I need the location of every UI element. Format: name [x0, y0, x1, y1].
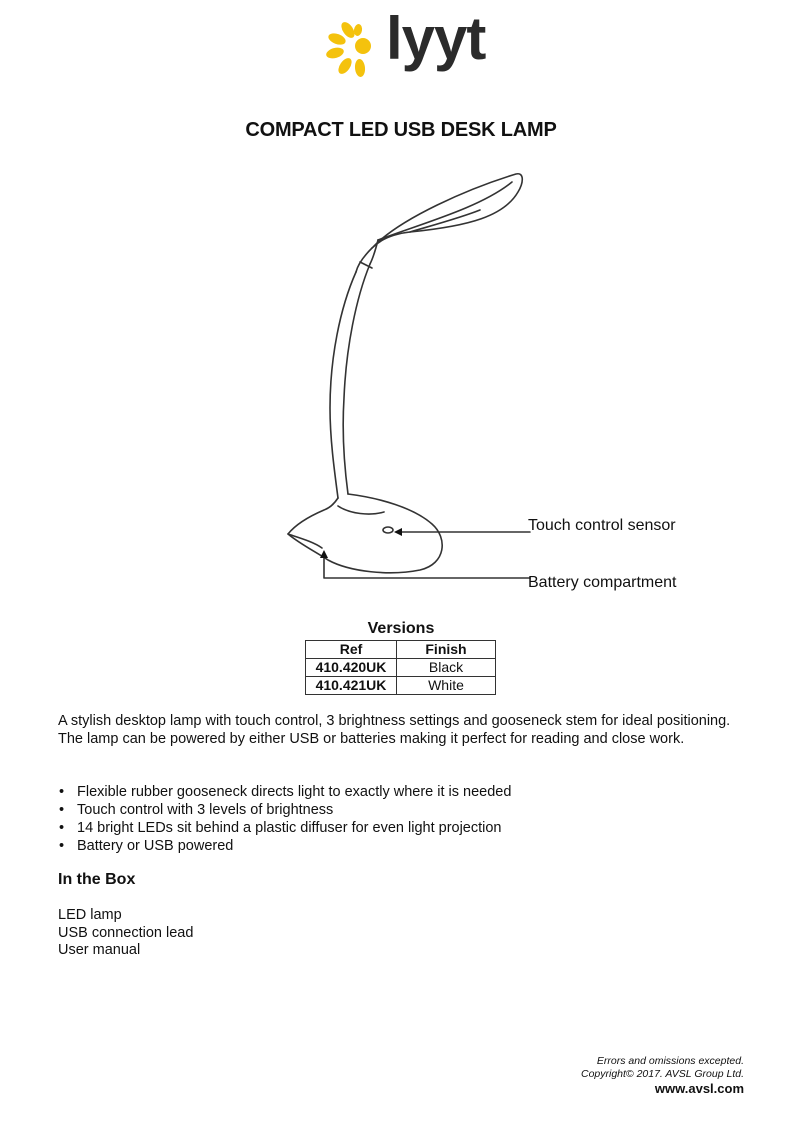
feature-text: Battery or USB powered	[77, 838, 234, 854]
feature-text: Touch control with 3 levels of brightness	[77, 802, 334, 818]
page-title: COMPACT LED USB DESK LAMP	[245, 119, 557, 141]
list-item	[58, 783, 511, 801]
versions-title: Versions	[367, 620, 435, 637]
version-finish: Black	[397, 659, 496, 677]
version-ref: 410.420UK	[306, 659, 397, 677]
header-ref: Ref	[306, 641, 397, 659]
list-item	[58, 837, 511, 855]
footer-errors: Errors and omissions excepted.	[596, 1055, 744, 1067]
footer-copyright: Copyright© 2017. AVSL Group Ltd.	[580, 1068, 744, 1080]
feature-text: Flexible rubber gooseneck directs light to exactly where it is needed	[77, 784, 512, 800]
table-row	[306, 677, 496, 695]
version-finish: White	[397, 677, 496, 695]
versions-header-row	[306, 641, 496, 659]
bullet-icon: •	[59, 784, 65, 800]
list-item: User manual	[58, 942, 141, 958]
brand-logo-text: lyyt	[386, 5, 486, 72]
list-item: USB connection lead	[58, 924, 194, 941]
product-description: A stylish desktop lamp with touch control, 3 brightness settings and gooseneck stem for ideal positioning. The lamp can be powered by either USB or batteries making it perfect for reading and close work.	[58, 713, 731, 747]
version-ref: 410.421UK	[306, 677, 397, 695]
bullet-icon: •	[59, 838, 65, 854]
versions-table	[305, 640, 496, 695]
list-item	[58, 819, 511, 837]
bullet-icon: •	[59, 820, 65, 836]
callout-touch-control: Touch control sensor	[528, 517, 676, 534]
feature-text: 14 bright LEDs sit behind a plastic diffuser for even light projection	[77, 820, 502, 836]
callout-battery-compartment: Battery compartment	[528, 574, 677, 591]
in-the-box-heading: In the Box	[58, 871, 136, 888]
table-row	[306, 659, 496, 677]
desk-lamp-illustration	[280, 168, 540, 588]
header-finish: Finish	[397, 641, 496, 659]
footer	[581, 1055, 744, 1097]
feature-list	[58, 783, 511, 855]
in-the-box-list	[58, 907, 193, 960]
bullet-icon: •	[59, 802, 65, 818]
list-item: LED lamp	[58, 907, 122, 923]
footer-url-link[interactable]: www.avsl.com	[654, 1081, 744, 1096]
list-item	[58, 801, 511, 819]
